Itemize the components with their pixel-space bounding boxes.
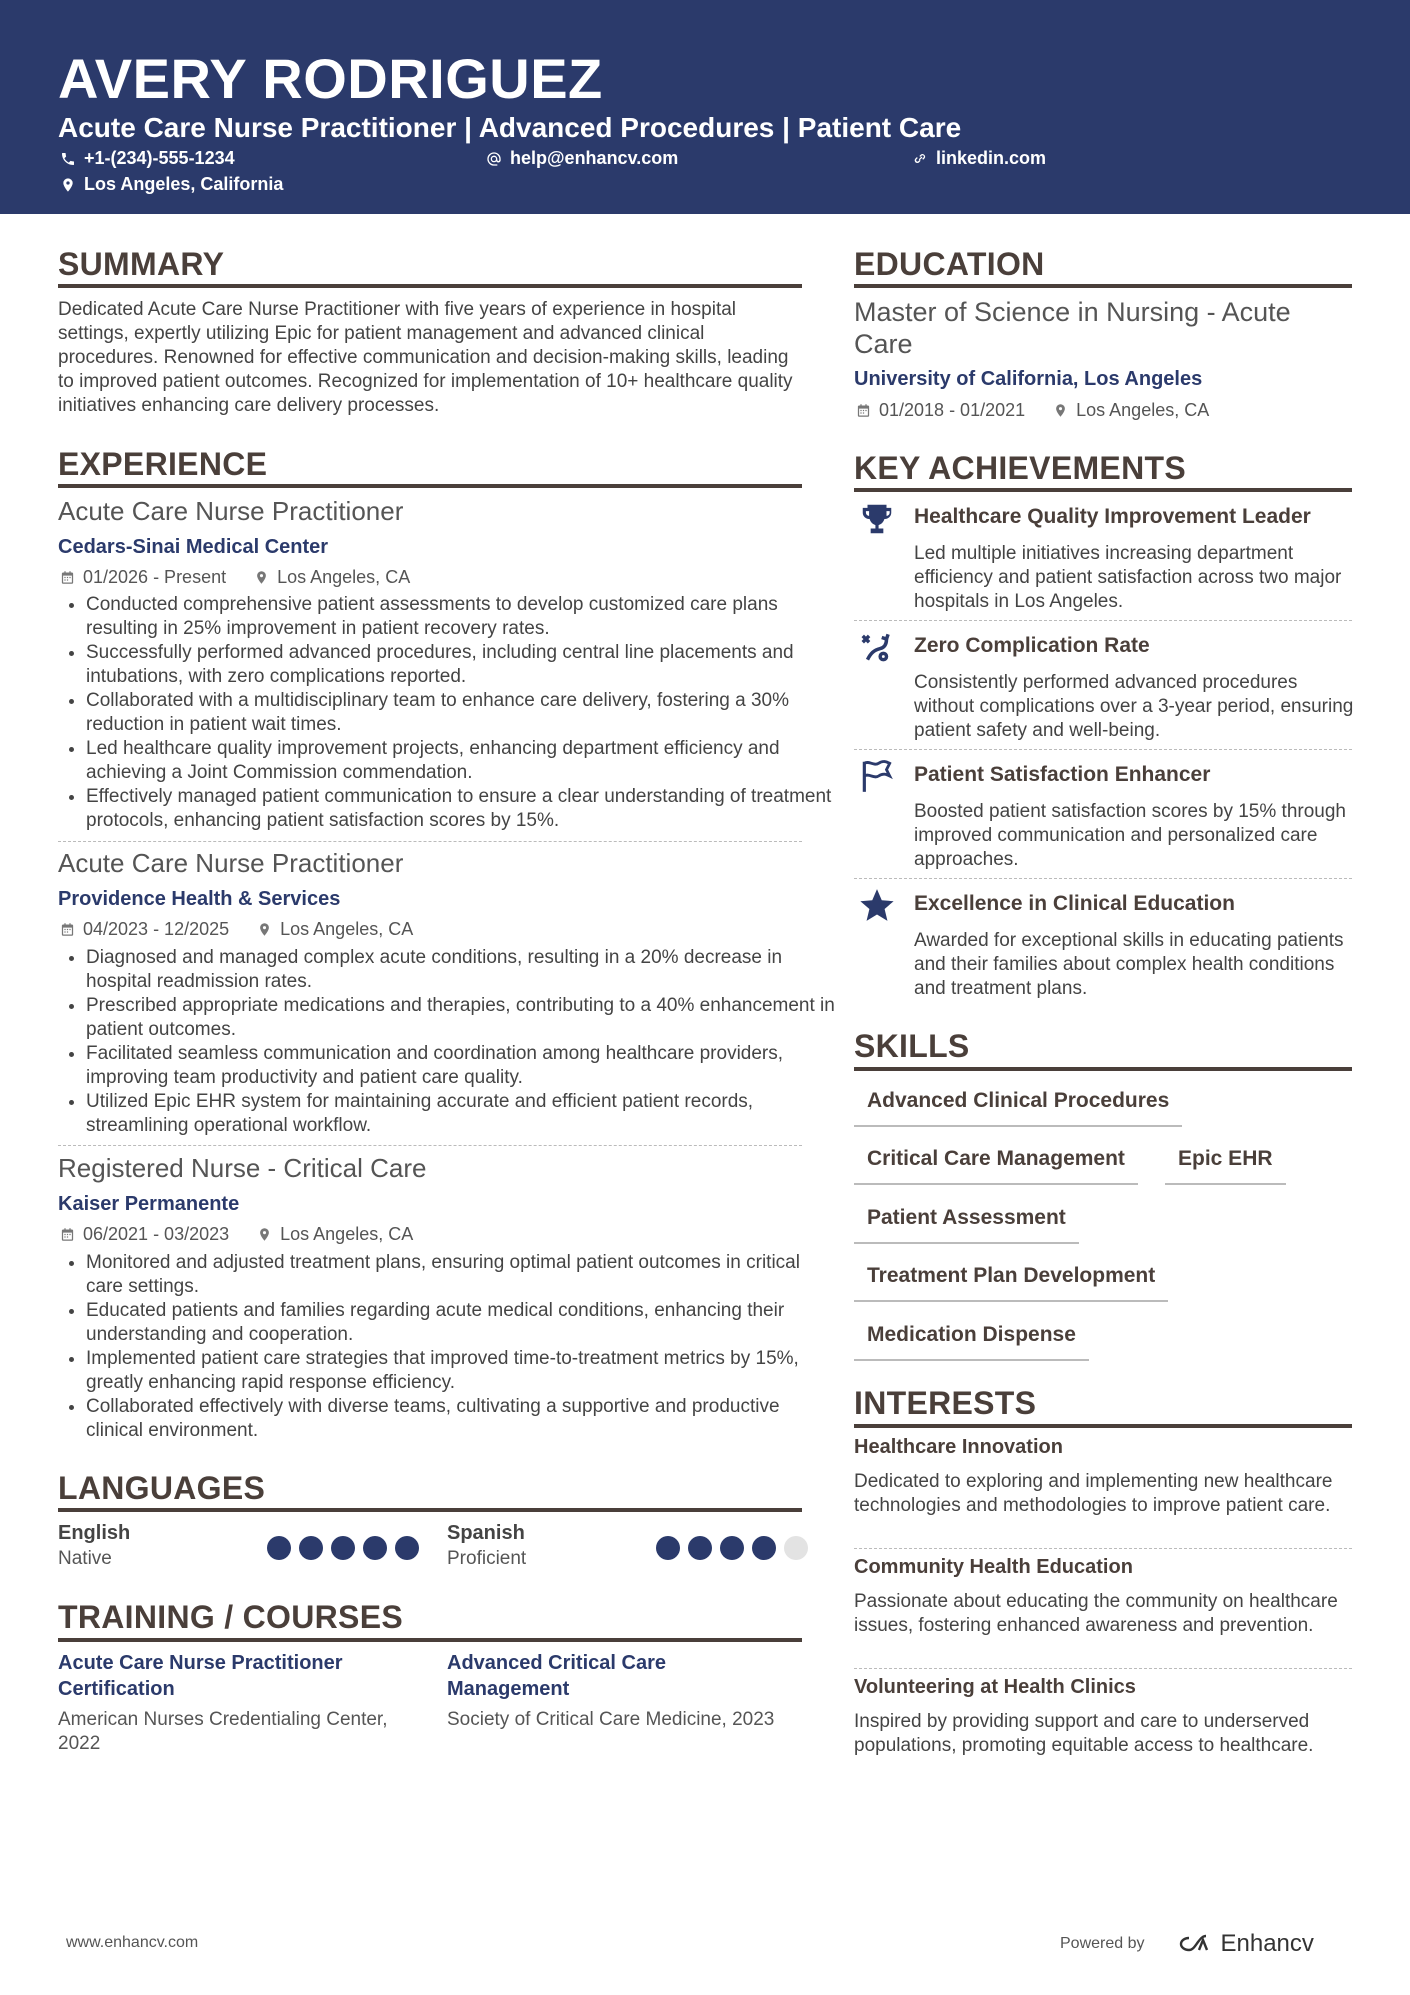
interest-title: Volunteering at Health Clinics [854,1676,1136,1698]
enhancv-logo-icon [1169,1932,1215,1956]
powered-by-label: Powered by [1060,1935,1145,1952]
language-rating [656,1536,808,1560]
skills-rule [854,1067,1352,1071]
job-title: Acute Care Nurse Practitioner [58,496,404,526]
bullet-item: • Diagnosed and managed complex acute conditions, resulting in a 20% decrease in hospital readmission rates. [86,946,836,994]
achievement-title: Patient Satisfaction Enhancer [914,763,1211,786]
achievement-divider [854,749,1352,750]
language-level: Proficient [447,1548,527,1569]
company-name: Providence Health & Services [58,888,341,910]
email-text: help@enhancv.com [510,148,679,168]
bullet-item: • Conducted comprehensive patient assessments to develop customized care plans resulting in 25% improvement in patient recovery rates. [86,593,836,641]
job-bullets [58,593,836,833]
rating-dot-filled [395,1536,419,1560]
link-icon [912,151,928,167]
calendar-icon [60,570,75,585]
language-name: English [58,1522,131,1544]
contact-linkedin[interactable] [912,148,1046,169]
job-dates: 04/2023 - 12/2025 [83,919,230,939]
job-title: Registered Nurse - Critical Care [58,1153,427,1183]
summary-heading: SUMMARY [58,246,225,282]
job-meta [60,919,413,940]
experience-rule [58,484,802,488]
languages-rule [58,1508,802,1512]
contact-phone [60,148,235,169]
achievements-heading: KEY ACHIEVEMENTS [854,450,1186,486]
linkedin-text: linkedin.com [936,148,1047,168]
interests-rule [854,1424,1352,1428]
training-heading: TRAINING / COURSES [58,1599,403,1635]
location-pin-icon [60,177,76,193]
language-name: Spanish [447,1522,525,1544]
interest-text: Passionate about educating the community on healthcare issues, fostering enhanced awareness and prevention. [854,1591,1338,1636]
star-icon [858,886,896,924]
location-text: Los Angeles, California [84,174,284,194]
location-pin-icon [1053,403,1068,418]
education-degree: Master of Science in Nursing - Acute Care [854,297,1291,359]
bullet-item: • Successfully performed advanced procedures, including central line placements and intubations, with zero complications reported. [86,641,836,689]
calendar-icon [856,403,871,418]
language-level: Native [58,1548,112,1569]
candidate-subtitle: Acute Care Nurse Practitioner | Advanced Procedures | Patient Care [58,112,962,143]
education-rule [854,284,1352,288]
skill-tag: Medication Dispense [854,1323,1089,1361]
location-pin-icon [257,922,272,937]
job-meta [60,567,410,588]
phone-icon [60,151,76,167]
job-location: Los Angeles, CA [280,919,414,939]
achievement-divider [854,878,1352,879]
interest-title: Community Health Education [854,1556,1133,1578]
summary-rule [58,284,802,288]
job-location: Los Angeles, CA [277,567,411,587]
achievement-text: Boosted patient satisfaction scores by 15% through improved communication and personalized care approaches. [914,801,1346,870]
bullet-item: • Collaborated with a multidisciplinary team to enhance care delivery, fostering a 30% reduction in patient wait times. [86,689,836,737]
achievement-title: Zero Complication Rate [914,634,1150,657]
job-dates: 06/2021 - 03/2023 [83,1224,230,1244]
job-meta [60,1224,413,1245]
footer-branding [1060,1930,1314,1958]
interest-title: Healthcare Innovation [854,1436,1063,1458]
trophy-icon [858,500,896,538]
enhancv-logo-text: Enhancv [1220,1930,1314,1957]
achievements-rule [854,488,1352,492]
bullet-item: • Led healthcare quality improvement projects, enhancing department efficiency and achieving a Joint Commission commendation. [86,737,836,785]
education-location: Los Angeles, CA [1076,400,1210,420]
rating-dot-filled [331,1536,355,1560]
strategy-icon [858,628,896,666]
at-icon [486,151,502,167]
phone-text: +1-(234)-555-1234 [84,148,235,168]
education-meta [856,400,1209,421]
rating-dot-filled [688,1536,712,1560]
achievement-divider [854,620,1352,621]
interest-text: Inspired by providing support and care to underserved populations, promoting equitable access to healthcare. [854,1711,1314,1756]
rating-dot-filled [656,1536,680,1560]
summary-text: Dedicated Acute Care Nurse Practitioner with five years of experience in hospital settings, expertly utilizing Epic for patient management and advanced clinical procedures. Renowned for effective communication and decision-making skills, leading to improved patient outcomes. Recognized for implementation of 10+ healthcare quality initiatives enhancing care delivery processes. [58,299,793,416]
interests-heading: INTERESTS [854,1385,1037,1421]
flag-icon [858,757,896,795]
experience-heading: EXPERIENCE [58,446,268,482]
location-pin-icon [257,1227,272,1242]
contact-location [60,174,283,195]
job-bullets [58,946,836,1138]
skill-tag: Critical Care Management [854,1147,1138,1185]
bullet-item: • Educated patients and families regarding acute medical conditions, enhancing their understanding and cooperation. [86,1299,836,1347]
bullet-item: • Facilitated seamless communication and coordination among healthcare providers, improving team productivity and patient care quality. [86,1042,836,1090]
skill-tag: Epic EHR [1165,1147,1286,1185]
course-provider: American Nurses Credentialing Center, 2022 [58,1709,388,1754]
skill-tag: Advanced Clinical Procedures [854,1089,1182,1127]
training-rule [58,1638,802,1642]
company-name: Kaiser Permanente [58,1193,240,1215]
location-pin-icon [254,570,269,585]
rating-dot-filled [267,1536,291,1560]
job-title: Acute Care Nurse Practitioner [58,848,404,878]
rating-dot-empty [784,1536,808,1560]
achievement-title: Healthcare Quality Improvement Leader [914,505,1311,528]
languages-heading: LANGUAGES [58,1470,266,1506]
rating-dot-filled [299,1536,323,1560]
bullet-item: • Utilized Epic EHR system for maintaining accurate and efficient patient records, streamlining operational workflow. [86,1090,836,1138]
bullet-item: • Effectively managed patient communication to ensure a clear understanding of treatment protocols, enhancing patient satisfaction scores by 15%. [86,785,836,833]
achievement-title: Excellence in Clinical Education [914,892,1235,915]
job-dates: 01/2026 - Present [83,567,227,587]
footer-website[interactable]: www.enhancv.com [66,1934,199,1951]
language-rating [267,1536,419,1560]
interest-divider [854,1668,1352,1669]
bullet-item: • Implemented patient care strategies that improved time-to-treatment metrics by 15%, greatly enhancing rapid response efficiency. [86,1347,836,1395]
skills-heading: SKILLS [854,1028,970,1064]
calendar-icon [60,922,75,937]
job-divider [58,1145,802,1146]
calendar-icon [60,1227,75,1242]
skill-tag: Treatment Plan Development [854,1264,1168,1302]
header [0,0,1410,214]
bullet-item: • Monitored and adjusted treatment plans, ensuring optimal patient outcomes in critical care settings. [86,1251,836,1299]
candidate-name: AVERY RODRIGUEZ [58,47,603,110]
education-dates: 01/2018 - 01/2021 [879,400,1026,420]
achievement-text: Awarded for exceptional skills in educating patients and their families about complex health conditions and treatment plans. [914,930,1344,999]
bullet-item: • Collaborated effectively with diverse teams, cultivating a supportive and productive clinical environment. [86,1395,836,1443]
course-title: Advanced Critical Care Management [447,1652,666,1700]
course-provider: Society of Critical Care Medicine, 2023 [447,1709,775,1730]
education-heading: EDUCATION [854,246,1045,282]
job-location: Los Angeles, CA [280,1224,414,1244]
contact-email[interactable] [486,148,678,169]
job-bullets [58,1251,836,1443]
achievement-text: Led multiple initiatives increasing department efficiency and patient satisfaction across two major hospitals in Los Angeles. [914,543,1342,612]
rating-dot-filled [363,1536,387,1560]
company-name: Cedars-Sinai Medical Center [58,536,329,558]
course-title: Acute Care Nurse Practitioner Certification [58,1652,343,1700]
enhancv-logo[interactable] [1169,1930,1314,1958]
interest-text: Dedicated to exploring and implementing new healthcare technologies and methodologies to improve patient care. [854,1471,1333,1516]
education-school: University of California, Los Angeles [854,368,1203,390]
bullet-item: • Prescribed appropriate medications and therapies, contributing to a 40% enhancement in patient outcomes. [86,994,836,1042]
rating-dot-filled [720,1536,744,1560]
interest-divider [854,1548,1352,1549]
skill-tag: Patient Assessment [854,1206,1079,1244]
job-divider [58,841,802,842]
rating-dot-filled [752,1536,776,1560]
achievement-text: Consistently performed advanced procedures without complications over a 3-year period, ensuring patient safety and well-being. [914,672,1354,741]
